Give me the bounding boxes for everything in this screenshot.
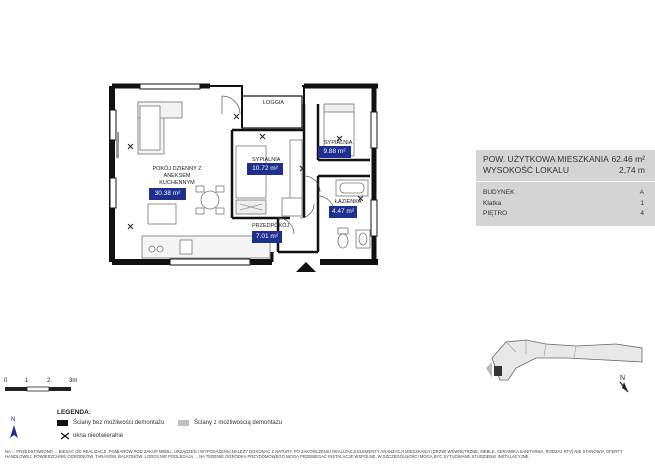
bathtub-icon [336,180,368,196]
scale-bar [4,385,94,393]
disclaimer-text: NA ... PRZEDSTAWIONO ... BIESAĆ OD REALIZACJI. POMIARÓW POD ZAKUP MEBLI, URZĄDZEŃ I WYPOSAŻENIA NALEŻY DOKONAĆ Z NATURY. PO ZAKOŃCZENIU REALIZACJI ELEMENTY ARANŻACJI MIESZKANIA (DRZWI WEWNĘTRZNE, MEBLE, CERAMIKA SANITARNA, RODZAJ RTV) NIE STANOWIĄ OFERTY HANDLOWEJ. POWIERZCHNIE OGRÓDKÓW, TARASÓW, BALKONÓW, LOGGII NIE PODLEGAJĄ ... NA TERENIE OGRÓDKA PRZYDOMOWEGO MOGĄ PRZEBIEGAĆ INSTALACJE WSPÓLNE, W SZCZEGÓLNOŚCI MOGĄ BYĆ SYTUOWANE STUDZIENKI INSTALACYJNE. [5,449,623,460]
room-hall-name: PRZEDPOKÓJ [252,223,290,229]
room-bathroom-name: ŁAZIENKA [335,199,362,205]
room-loggia-name: LOGGIA [263,100,285,106]
room-bedroom2-area: 9.88 m² [323,148,346,155]
legend-compass-label: N [11,417,16,423]
height-value: 2,74 m [619,165,645,175]
staircase-label: Klatka [483,200,502,207]
legend-removable-wall-swatch [178,420,189,426]
room-living-name: POKÓJ DZIENNY Z ANEKSEM KUCHENNYM [152,166,202,186]
fixed-window-icon [60,432,70,440]
legend-title: LEGENDA: [57,409,91,416]
height-label: WYSOKOŚĆ LOKALU [483,165,569,175]
room-bedroom1-area: 10.72 m² [252,165,278,172]
kitchen-counter [142,236,270,258]
keyplan-compass-icon [618,380,630,394]
scale-tick-1: 1 [25,378,29,384]
scale-tick-3: 3m [69,378,78,384]
legend-fixed-window-label: okna nieotwieralne [73,433,124,439]
key-plan-highlight [494,366,502,376]
room-living-area: 30.38 m² [154,190,181,197]
scale-tick-2: 2 [47,378,51,384]
north-arrow-icon [8,424,20,440]
keyplan-compass-label: N [620,375,626,382]
building-value: A [639,189,644,196]
scale-tick-0: 0 [4,378,8,384]
info-divider [476,181,655,182]
floor-value: 4 [640,210,644,217]
legend-fixed-wall-swatch [57,420,68,426]
entrance-arrow-icon [296,262,316,272]
hall-wardrobe [282,198,302,216]
legend-fixed-wall-label: Ściany bez możliwości demontażu [73,420,165,426]
room-hall-area: 7.01 m² [255,233,279,240]
area-label: POW. UŻYTKOWA MIESZKANIA [483,154,609,164]
legend-removable-wall-label: Ściany z możliwością demontażu [194,420,283,426]
sink-icon [356,230,370,248]
room-bedroom2-name: SYPIALNIA [324,140,353,146]
room-bathroom-area: 4.47 m² [331,208,355,215]
area-value: 62.46 m² [611,154,645,164]
toilet-icon [338,228,348,248]
tv-icon [116,132,119,158]
staircase-value: 1 [640,200,644,207]
kitchen-island [148,204,176,224]
building-label: BUDYNEK [483,189,515,196]
floor-label: PIĘTRO [483,210,508,217]
room-bedroom1-name: SYPIALNIA [252,157,281,163]
